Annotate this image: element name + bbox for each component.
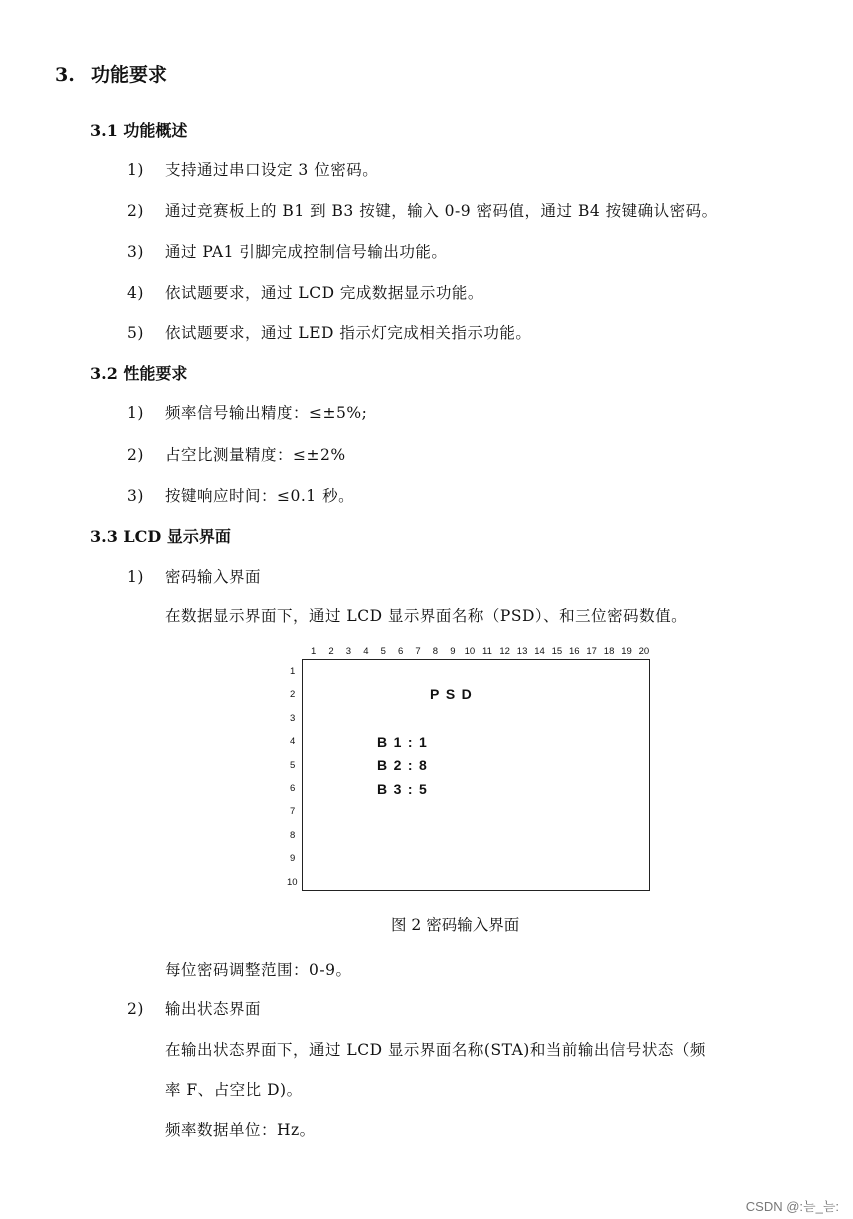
watermark: CSDN @:늗_늗: — [745, 1199, 839, 1214]
lcd-column-number: 20 — [638, 646, 650, 657]
section-heading — [55, 60, 167, 87]
lcd-row-number: 7 — [290, 806, 296, 818]
lcd-line-b1: B1:1 — [377, 734, 434, 750]
lcd-column-number: 13 — [516, 646, 528, 657]
lcd-column-number: 1 — [311, 646, 317, 657]
section-number: 3. — [55, 64, 75, 86]
lcd-column-number: 16 — [569, 646, 580, 657]
subsection-title-3-2: 3.2 性能要求 — [90, 364, 188, 383]
lcd-column-number: 17 — [586, 646, 597, 657]
lcd-column-number: 18 — [603, 646, 615, 657]
lcd-column-number: 2 — [328, 646, 334, 657]
lcd-column-number: 15 — [551, 646, 563, 657]
list-item: 2) 通过竞赛板上的 B1 到 B3 按键，输入 0-9 密码值，通过 B4 按键确认密码。 — [127, 202, 718, 220]
figure-caption: 图 2 密码输入界面 — [391, 916, 520, 934]
paragraph: 在数据显示界面下，通过 LCD 显示界面名称（PSD）、和三位密码数值。 — [165, 607, 688, 625]
lcd-row-number: 2 — [290, 689, 296, 701]
lcd-row-number: 6 — [290, 783, 296, 794]
subsection-title-3-3: 3.3 LCD 显示界面 — [90, 527, 231, 546]
list-item: 4) 依试题要求，通过 LCD 完成数据显示功能。 — [127, 284, 484, 302]
lcd-column-number: 9 — [450, 646, 456, 657]
lcd-row-number: 1 — [290, 666, 296, 677]
lcd-column-number: 4 — [363, 646, 369, 657]
lcd-column-number: 6 — [398, 646, 404, 657]
lcd-column-number: 8 — [432, 646, 439, 657]
lcd-column-number: 10 — [464, 646, 476, 657]
paragraph: 在输出状态界面下，通过 LCD 显示界面名称(STA)和当前输出信号状态（频 — [165, 1041, 706, 1059]
list-item: 2) 占空比测量精度：≤±2% — [127, 446, 346, 464]
lcd-column-number: 11 — [482, 646, 492, 657]
list-item: 3) 按键响应时间：≤0.1 秒。 — [127, 487, 355, 505]
paragraph: 每位密码调整范围：0-9。 — [165, 961, 352, 979]
lcd-line-b3: B3:5 — [377, 781, 434, 797]
list-item: 3) 通过 PA1 引脚完成控制信号输出功能。 — [127, 243, 448, 261]
section-title: 功能要求 — [91, 64, 168, 86]
list-item: 5) 依试题要求，通过 LED 指示灯完成相关指示功能。 — [127, 324, 532, 342]
lcd-row-number: 8 — [290, 829, 296, 841]
lcd-column-number: 14 — [534, 646, 545, 657]
paragraph: 频率数据单位：Hz。 — [165, 1121, 316, 1139]
lcd-column-number: 19 — [621, 646, 632, 657]
lcd-row-number: 5 — [290, 759, 296, 771]
lcd-column-number: 3 — [345, 646, 352, 657]
lcd-column-number: 7 — [415, 646, 421, 657]
lcd-row-number: 9 — [290, 853, 296, 865]
lcd-row-number: 3 — [290, 712, 296, 724]
lcd-row-number: 4 — [290, 736, 296, 748]
lcd-line-b2: B2:8 — [377, 757, 434, 773]
lcd-column-number: 12 — [499, 646, 510, 657]
lcd-column-number: 5 — [380, 646, 386, 657]
list-item: 1) 支持通过串口设定 3 位密码。 — [127, 161, 379, 179]
subsection-title-3-1: 3.1 功能概述 — [90, 121, 188, 140]
lcd-title-psd: PSD — [430, 686, 479, 702]
list-item: 1) 频率信号输出精度：≤±5%; — [127, 404, 368, 422]
list-item: 1) 密码输入界面 — [127, 568, 262, 586]
list-item: 2) 输出状态界面 — [127, 1000, 262, 1018]
paragraph: 率 F、占空比 D)。 — [165, 1081, 303, 1099]
lcd-row-number: 10 — [287, 876, 298, 888]
